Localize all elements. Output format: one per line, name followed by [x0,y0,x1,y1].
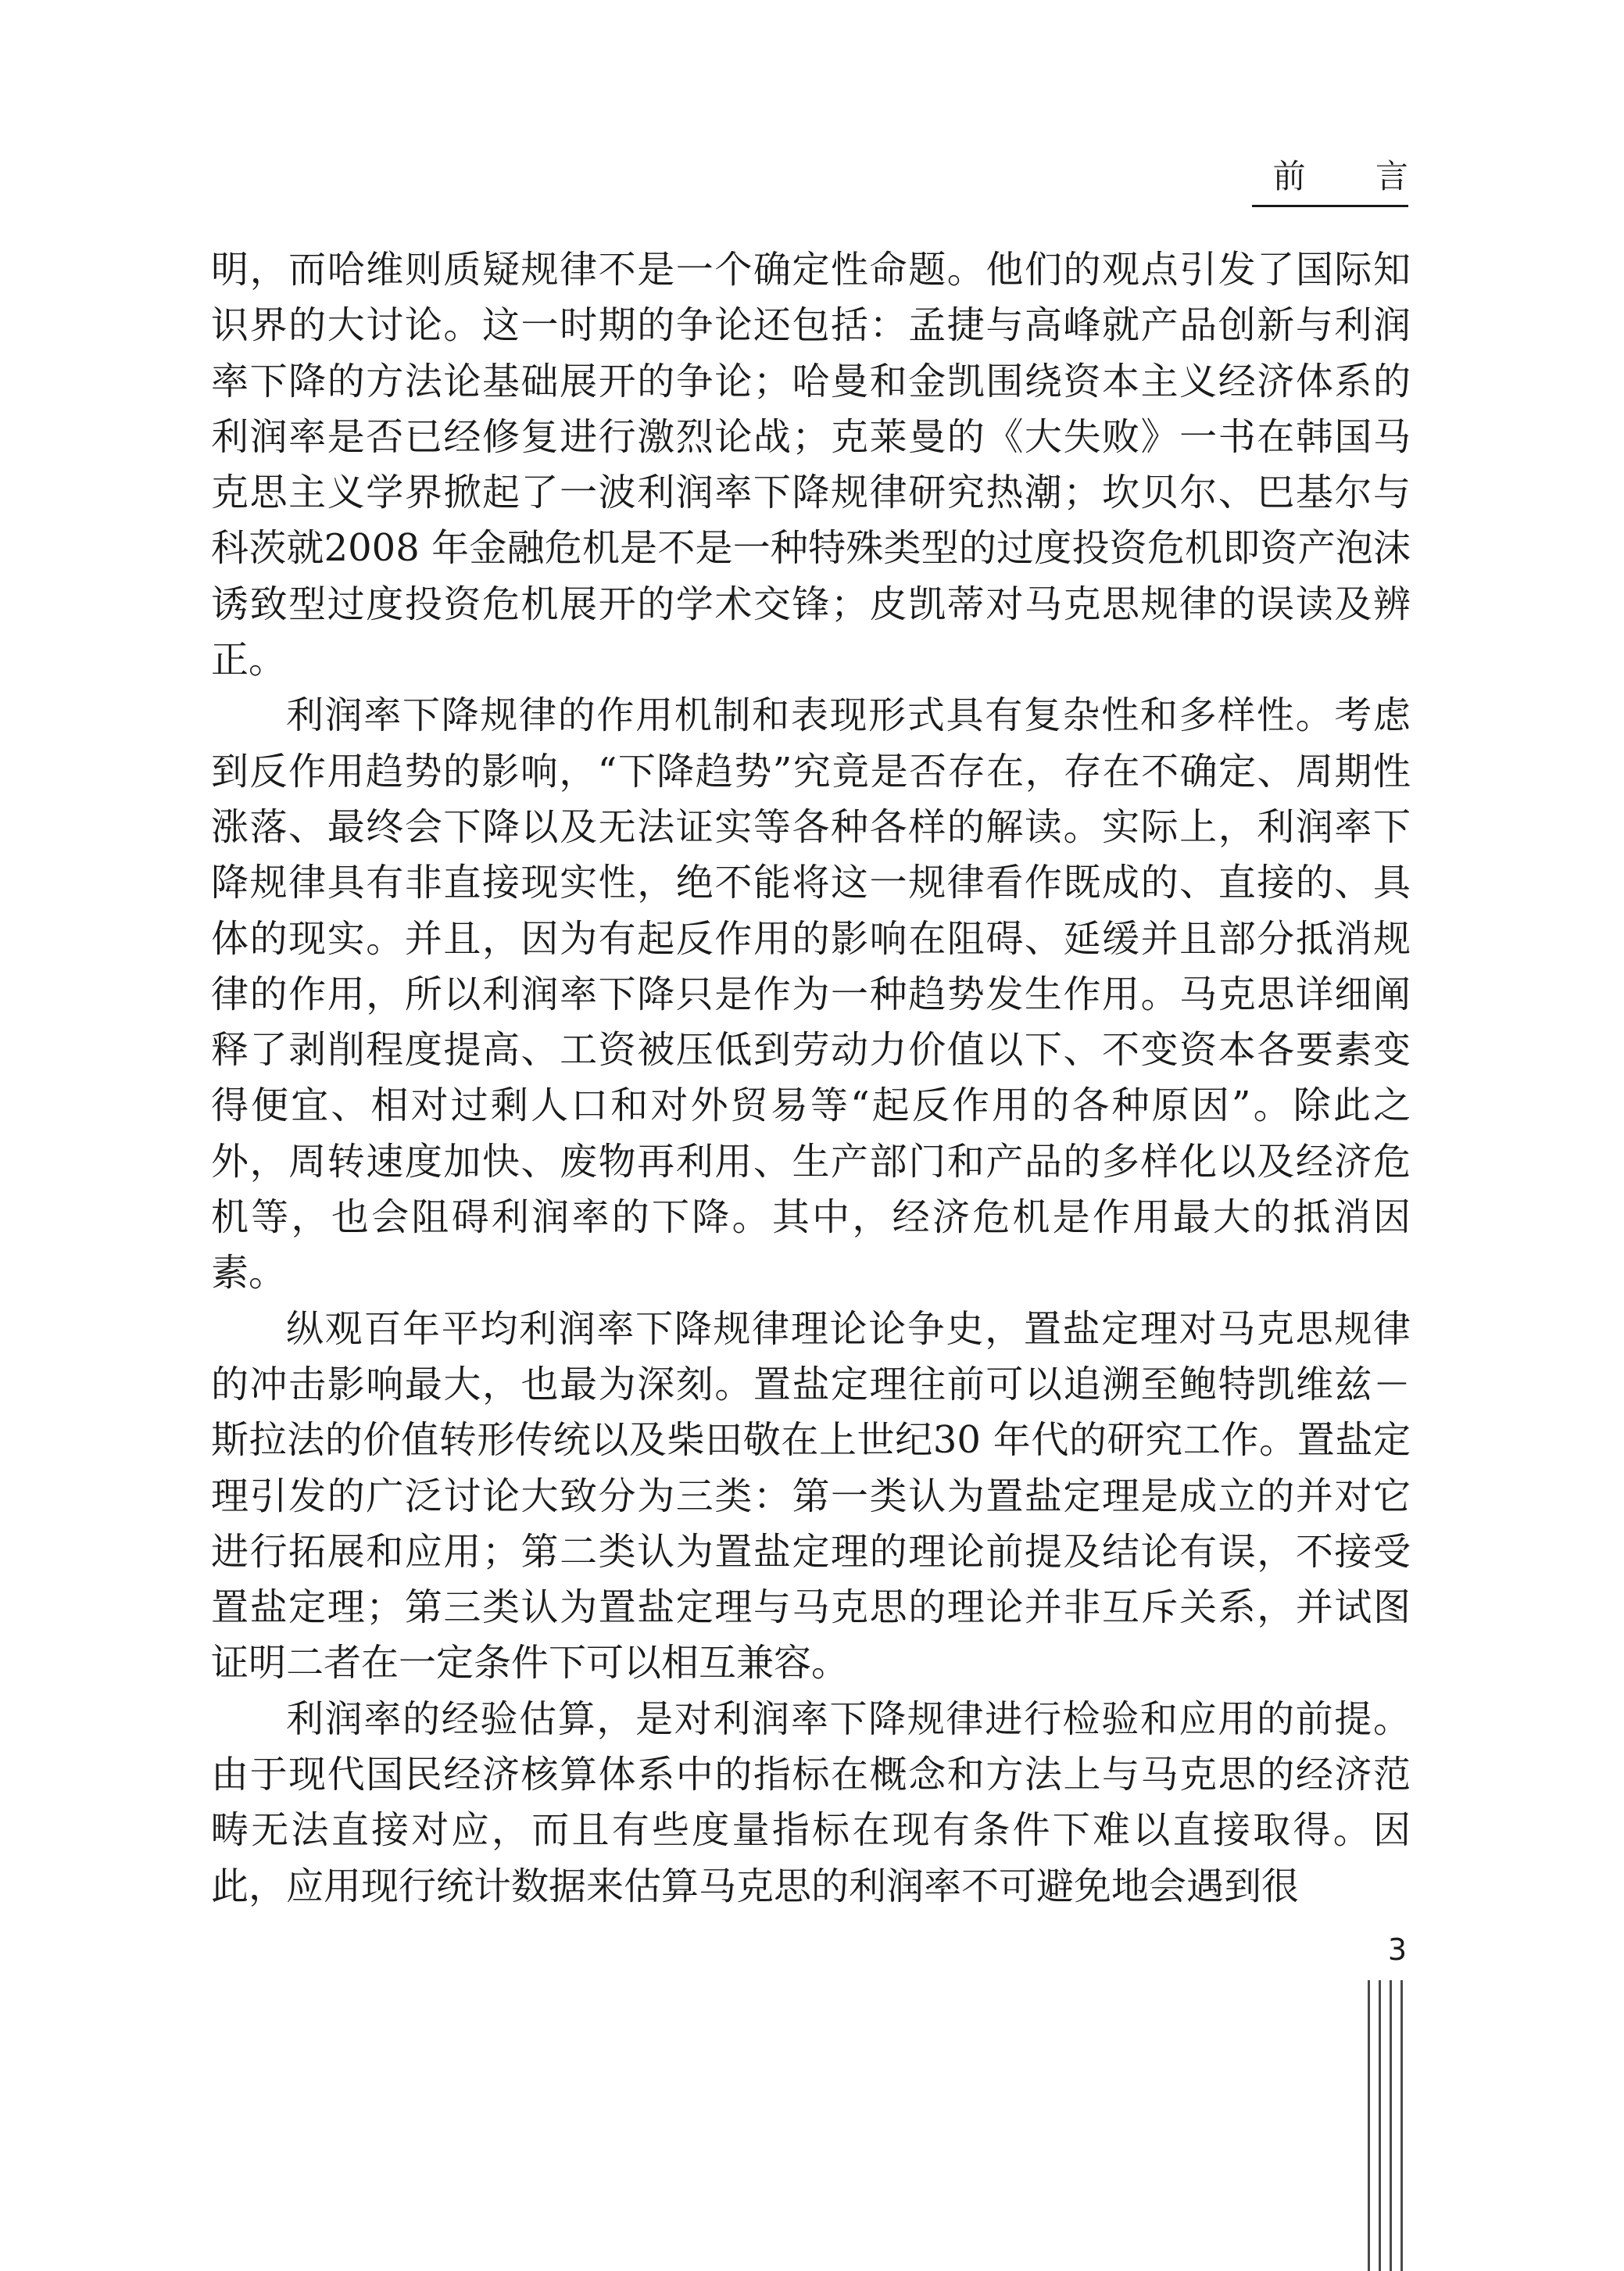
paragraph: 明，而哈维则质疑规律不是一个确定性命题。他们的观点引发了国际知识界的大讨论。这一时期的争论还包括：孟捷与高峰就产品创新与利润率下降的方法论基础展开的争论；哈曼和金凯围绕资本主义经济体系的利润率是否已经修复进行激烈论战；克莱曼的《大失败》一书在韩国马克思主义学界掀起了一波利润率下降规律研究热潮；坎贝尔、巴基尔与科茨就2008 年金融危机是不是一种特殊类型的过度投资危机即资产泡沫诱致型过度投资危机展开的学术交锋；皮凯蒂对马克思规律的误读及辨正。 [211,248,1411,682]
margin-line [1379,1980,1381,2271]
margin-line [1368,1980,1370,2271]
margin-decoration-lines [1366,1980,1413,2271]
paragraph: 利润率的经验估算，是对利润率下降规律进行检验和应用的前提。由于现代国民经济核算体系中的指标在概念和方法上与马克思的经济范畴无法直接对应，而且有些度量指标在现有条件下难以直接取得。因此，应用现行统计数据来估算马克思的利润率不可避免地会遇到很 [211,1696,1411,1908]
paragraph: 纵观百年平均利润率下降规律理论论争史，置盐定理对马克思规律的冲击影响最大，也最为深刻。置盐定理往前可以追溯至鲍特凯维兹－斯拉法的价值转形传统以及柴田敬在上世纪30 年代的研究工作。置盐定理引发的广泛讨论大致分为三类：第一类认为置盐定理是成立的并对它进行拓展和应用；第二类认为置盐定理的理论前提及结论有误，不接受置盐定理；第三类认为置盐定理与马克思的理论并非互斥关系，并试图证明二者在一定条件下可以相互兼容。 [211,1306,1411,1685]
margin-line [1390,1980,1392,2271]
body-text [211,242,1411,1915]
running-header: 前 言 [1272,157,1438,195]
paragraph: 利润率下降规律的作用机制和表现形式具有复杂性和多样性。考虑到反作用趋势的影响，“下降趋势”究竟是否存在，存在不确定、周期性涨落、最终会下降以及无法证实等各种各样的解读。实际上，利润率下降规律具有非直接现实性，绝不能将这一规律看作既成的、直接的、具体的现实。并且，因为有起反作用的影响在阻碍、延缓并且部分抵消规律的作用，所以利润率下降只是作为一种趋势发生作用。马克思详细阐释了剥削程度提高、工资被压低到劳动力价值以下、不变资本各要素变得便宜、相对过剩人口和对外贸易等“起反作用的各种原因”。除此之外，周转速度加快、废物再利用、生产部门和产品的多样化以及经济危机等，也会阻碍利润率的下降。其中，经济危机是作用最大的抵消因素。 [211,693,1411,1295]
margin-line [1400,1980,1403,2271]
page-number: 3 [1387,1932,1407,1967]
header-rule [1252,205,1408,207]
